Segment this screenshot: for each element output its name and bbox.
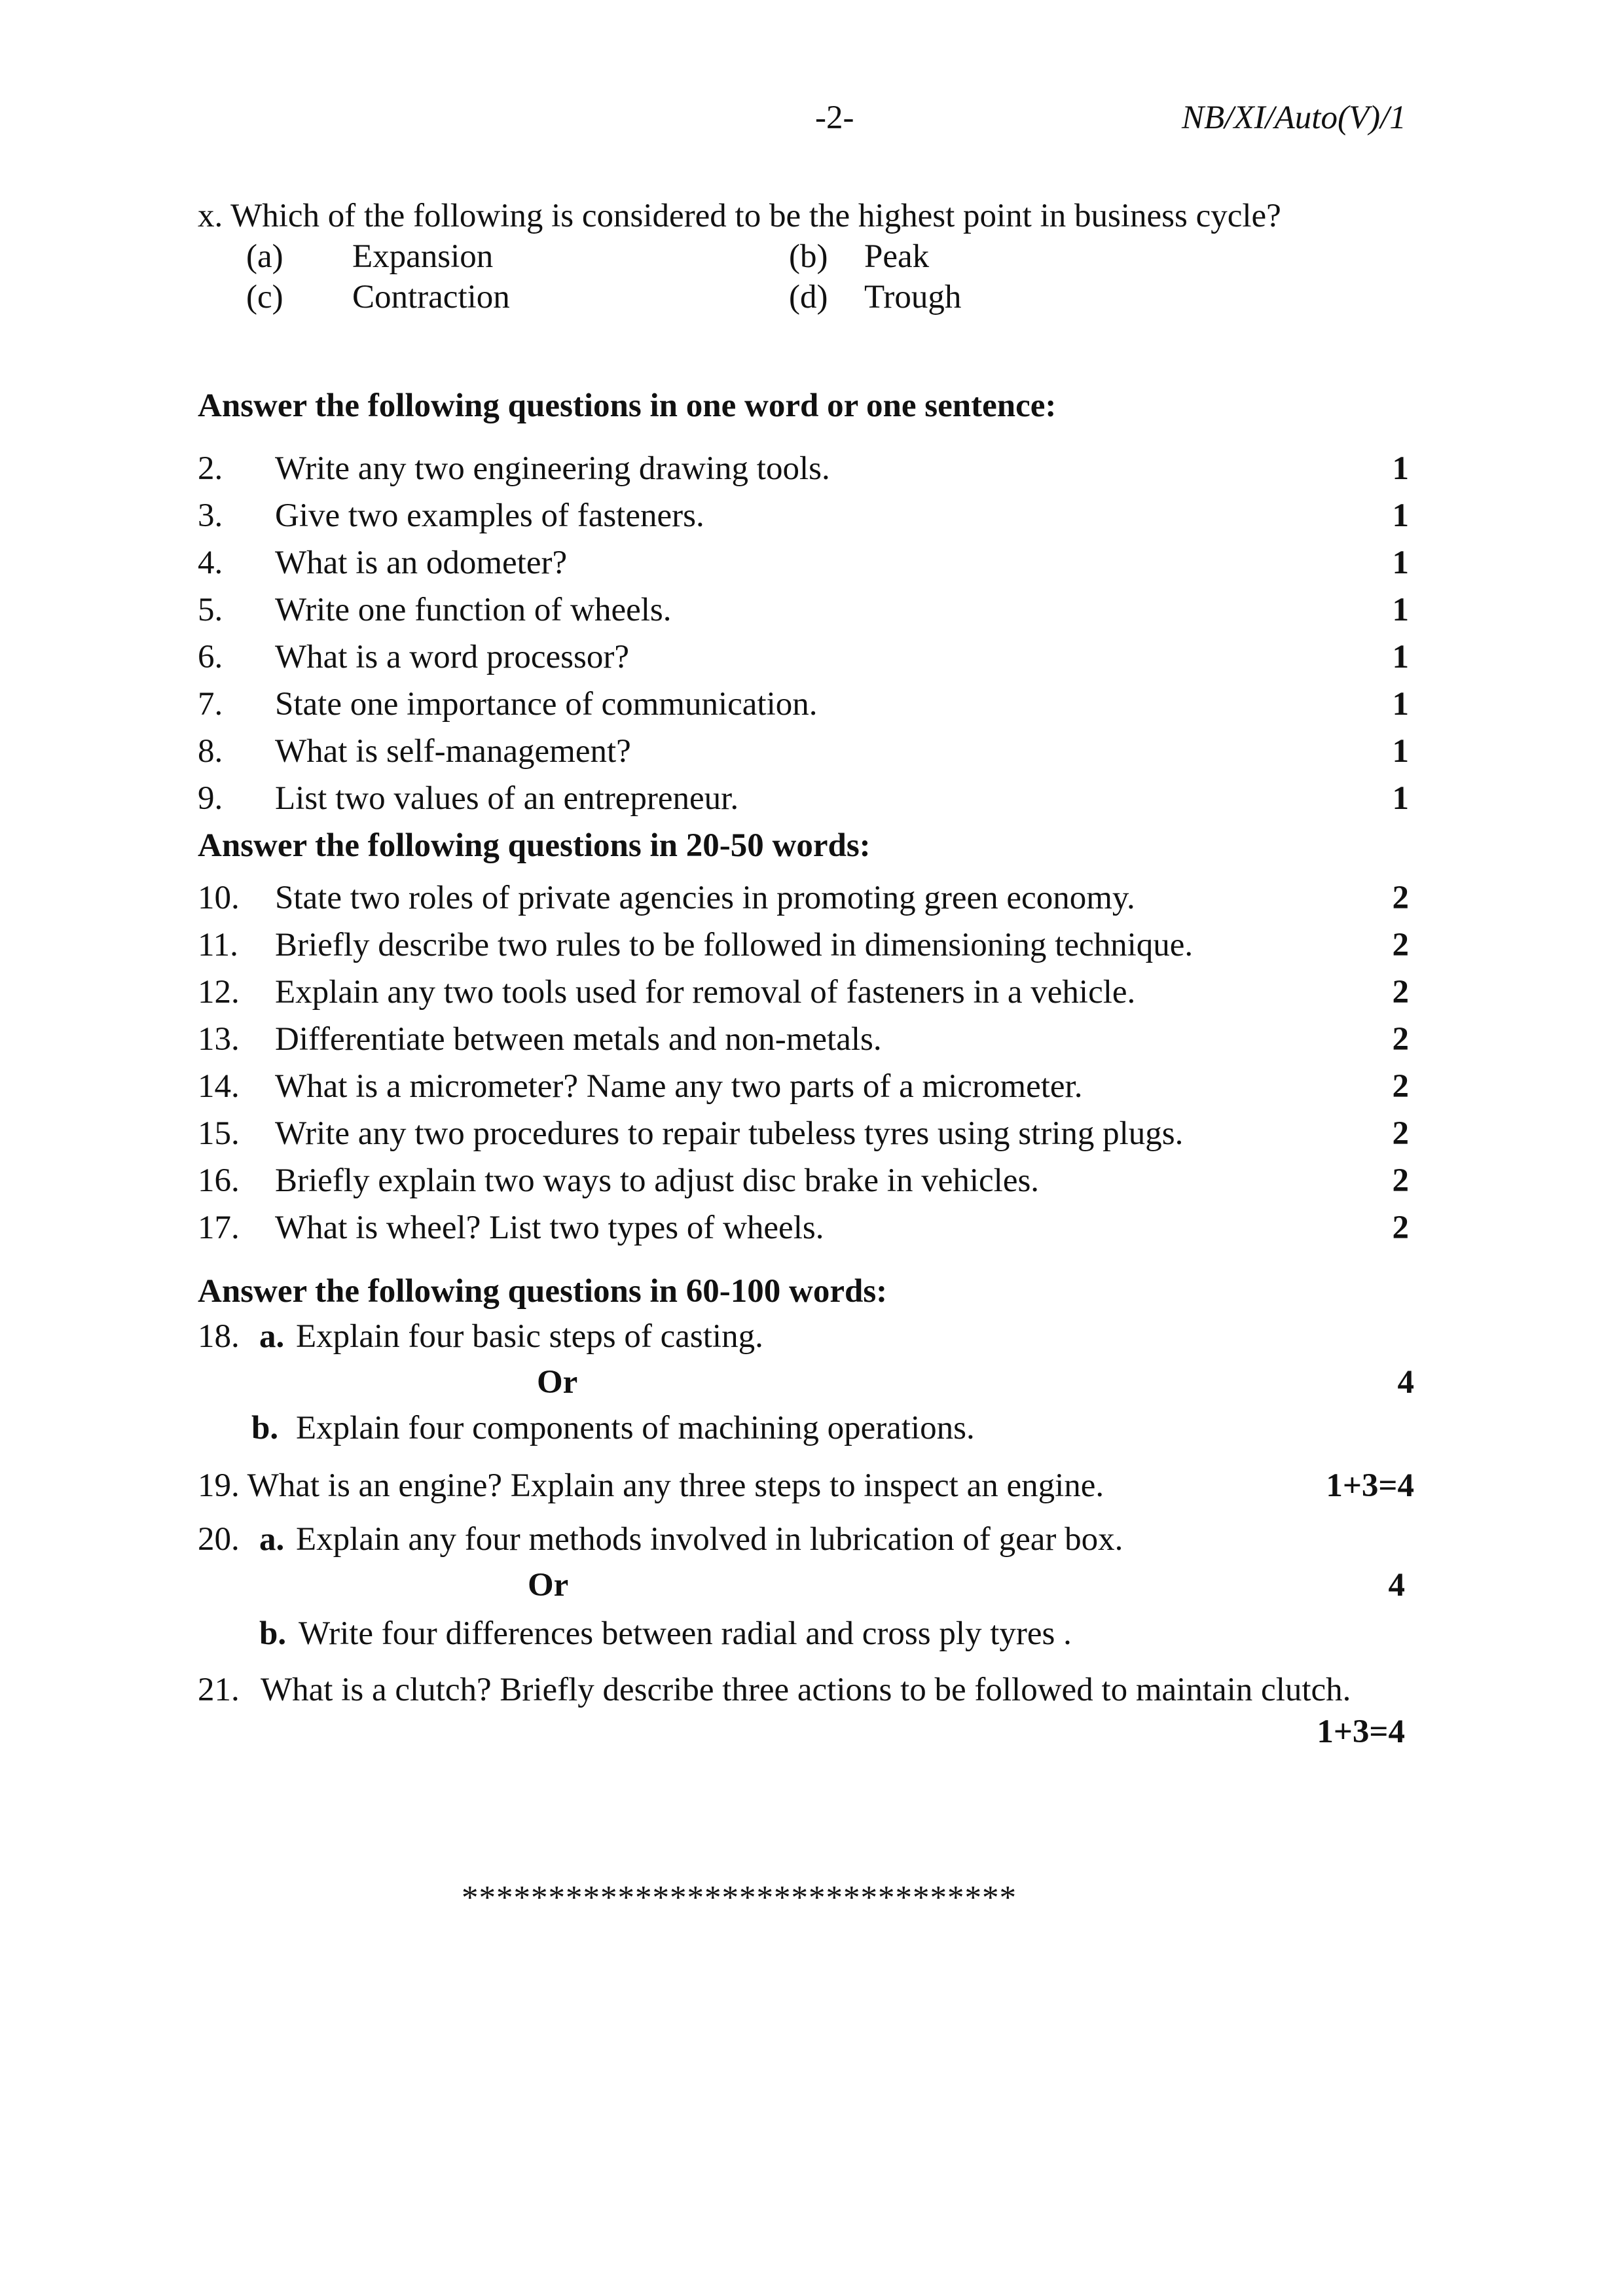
- item-marks: 1: [1392, 545, 1409, 581]
- q20-number: 20.: [198, 1521, 240, 1558]
- item-question: List two values of an entrepreneur.: [275, 780, 739, 817]
- item-number: 2.: [198, 450, 223, 487]
- item-marks: 1: [1392, 780, 1409, 817]
- mcq-option-text: Expansion: [352, 238, 494, 275]
- item-number: 12.: [198, 974, 240, 1011]
- section-b-heading: Answer the following questions in 20-50 words:: [198, 827, 871, 864]
- item-marks: 1: [1392, 592, 1409, 628]
- item-marks: 1: [1392, 639, 1409, 675]
- item-marks: 2: [1392, 1068, 1409, 1105]
- mcq-option-key: (b): [789, 238, 828, 275]
- item-question: What is self-management?: [275, 733, 631, 770]
- mcq-option-text: Peak: [864, 238, 930, 275]
- page-number: -2-: [815, 99, 854, 136]
- list-item: [198, 874, 1409, 922]
- item-question: What is wheel? List two types of wheels.: [275, 1210, 824, 1246]
- mcq-option-text: Trough: [864, 279, 962, 315]
- q20-b-label: b.: [259, 1615, 287, 1652]
- item-number: 7.: [198, 686, 223, 723]
- item-number: 8.: [198, 733, 223, 770]
- item-number: 9.: [198, 780, 223, 817]
- list-item: [198, 492, 1409, 539]
- q21-number: 21.: [198, 1672, 240, 1708]
- list-item: [198, 634, 1409, 681]
- list-item: [198, 681, 1409, 728]
- section-c-heading: Answer the following questions in 60-100 words:: [198, 1273, 888, 1310]
- item-number: 14.: [198, 1068, 240, 1105]
- q18-b-text: Explain four components of machining operations.: [296, 1410, 975, 1446]
- mcq-option-text: Contraction: [352, 279, 510, 315]
- section-b-list: [198, 874, 1409, 1251]
- list-item: [198, 1157, 1409, 1204]
- item-question: Briefly describe two rules to be followed in dimensioning technique.: [275, 927, 1194, 963]
- q18-b-label: b.: [251, 1410, 279, 1446]
- item-number: 16.: [198, 1162, 240, 1199]
- q20-a-label: a.: [259, 1521, 285, 1558]
- list-item: [198, 445, 1409, 492]
- item-question: What is an odometer?: [275, 545, 568, 581]
- item-number: 10.: [198, 880, 240, 916]
- list-item: [198, 775, 1409, 822]
- item-number: 13.: [198, 1021, 240, 1058]
- item-marks: 2: [1392, 927, 1409, 963]
- item-question: Differentiate between metals and non-metals.: [275, 1021, 882, 1058]
- section-a-list: [198, 445, 1409, 822]
- item-question: What is a word processor?: [275, 639, 629, 675]
- item-question: Write any two engineering drawing tools.: [275, 450, 830, 487]
- list-item: [198, 1204, 1409, 1251]
- q21-text: What is a clutch? Briefly describe three actions to be followed to maintain clutch.: [261, 1672, 1351, 1708]
- item-question: Write one function of wheels.: [275, 592, 672, 628]
- paper-code: NB/XI/Auto(V)/1: [1182, 99, 1406, 136]
- q21-marks: 1+3=4: [1317, 1713, 1405, 1750]
- item-question: Briefly explain two ways to adjust disc brake in vehicles.: [275, 1162, 1040, 1199]
- item-marks: 1: [1392, 686, 1409, 723]
- q18-number: 18.: [198, 1318, 240, 1355]
- end-of-paper-stars: ********************************: [462, 1880, 1017, 1916]
- item-marks: 2: [1392, 974, 1409, 1011]
- list-item: [198, 922, 1409, 969]
- q19-marks: 1+3=4: [1326, 1467, 1414, 1504]
- item-question: What is a micrometer? Name any two parts of a micrometer.: [275, 1068, 1083, 1105]
- q20-b-text: Write four differences between radial and cross ply tyres .: [299, 1615, 1072, 1652]
- item-marks: 1: [1392, 733, 1409, 770]
- mcq-option-key: (c): [246, 279, 283, 315]
- item-number: 15.: [198, 1115, 240, 1152]
- item-marks: 2: [1392, 1210, 1409, 1246]
- q20-a-text: Explain any four methods involved in lubrication of gear box.: [296, 1521, 1123, 1558]
- item-number: 5.: [198, 592, 223, 628]
- list-item: [198, 539, 1409, 586]
- item-marks: 2: [1392, 1115, 1409, 1152]
- item-marks: 1: [1392, 450, 1409, 487]
- item-number: 3.: [198, 497, 223, 534]
- q18-a-text: Explain four basic steps of casting.: [296, 1318, 763, 1355]
- mcq-question: x. Which of the following is considered to be the highest point in business cycle?: [198, 198, 1281, 234]
- list-item: [198, 1110, 1409, 1157]
- item-number: 6.: [198, 639, 223, 675]
- mcq-option-key: (a): [246, 238, 283, 275]
- q20-or: Or: [528, 1567, 569, 1604]
- item-marks: 2: [1392, 1021, 1409, 1058]
- item-question: State one importance of communication.: [275, 686, 818, 723]
- item-number: 11.: [198, 927, 238, 963]
- item-question: Write any two procedures to repair tubeless tyres using string plugs.: [275, 1115, 1184, 1152]
- q18-or: Or: [537, 1364, 578, 1401]
- section-a-heading: Answer the following questions in one word or one sentence:: [198, 387, 1057, 424]
- item-marks: 2: [1392, 1162, 1409, 1199]
- q20-marks: 4: [1388, 1567, 1405, 1604]
- item-marks: 1: [1392, 497, 1409, 534]
- list-item: [198, 586, 1409, 634]
- list-item: [198, 1016, 1409, 1063]
- item-number: 4.: [198, 545, 223, 581]
- list-item: [198, 969, 1409, 1016]
- mcq-option-key: (d): [789, 279, 828, 315]
- list-item: [198, 728, 1409, 775]
- item-marks: 2: [1392, 880, 1409, 916]
- list-item: [198, 1063, 1409, 1110]
- q18-marks: 4: [1397, 1364, 1414, 1401]
- item-number: 17.: [198, 1210, 240, 1246]
- item-question: State two roles of private agencies in promoting green economy.: [275, 880, 1135, 916]
- item-question: Explain any two tools used for removal of fasteners in a vehicle.: [275, 974, 1136, 1011]
- q19-text: 19. What is an engine? Explain any three steps to inspect an engine.: [198, 1467, 1104, 1504]
- item-question: Give two examples of fasteners.: [275, 497, 704, 534]
- q18-a-label: a.: [259, 1318, 285, 1355]
